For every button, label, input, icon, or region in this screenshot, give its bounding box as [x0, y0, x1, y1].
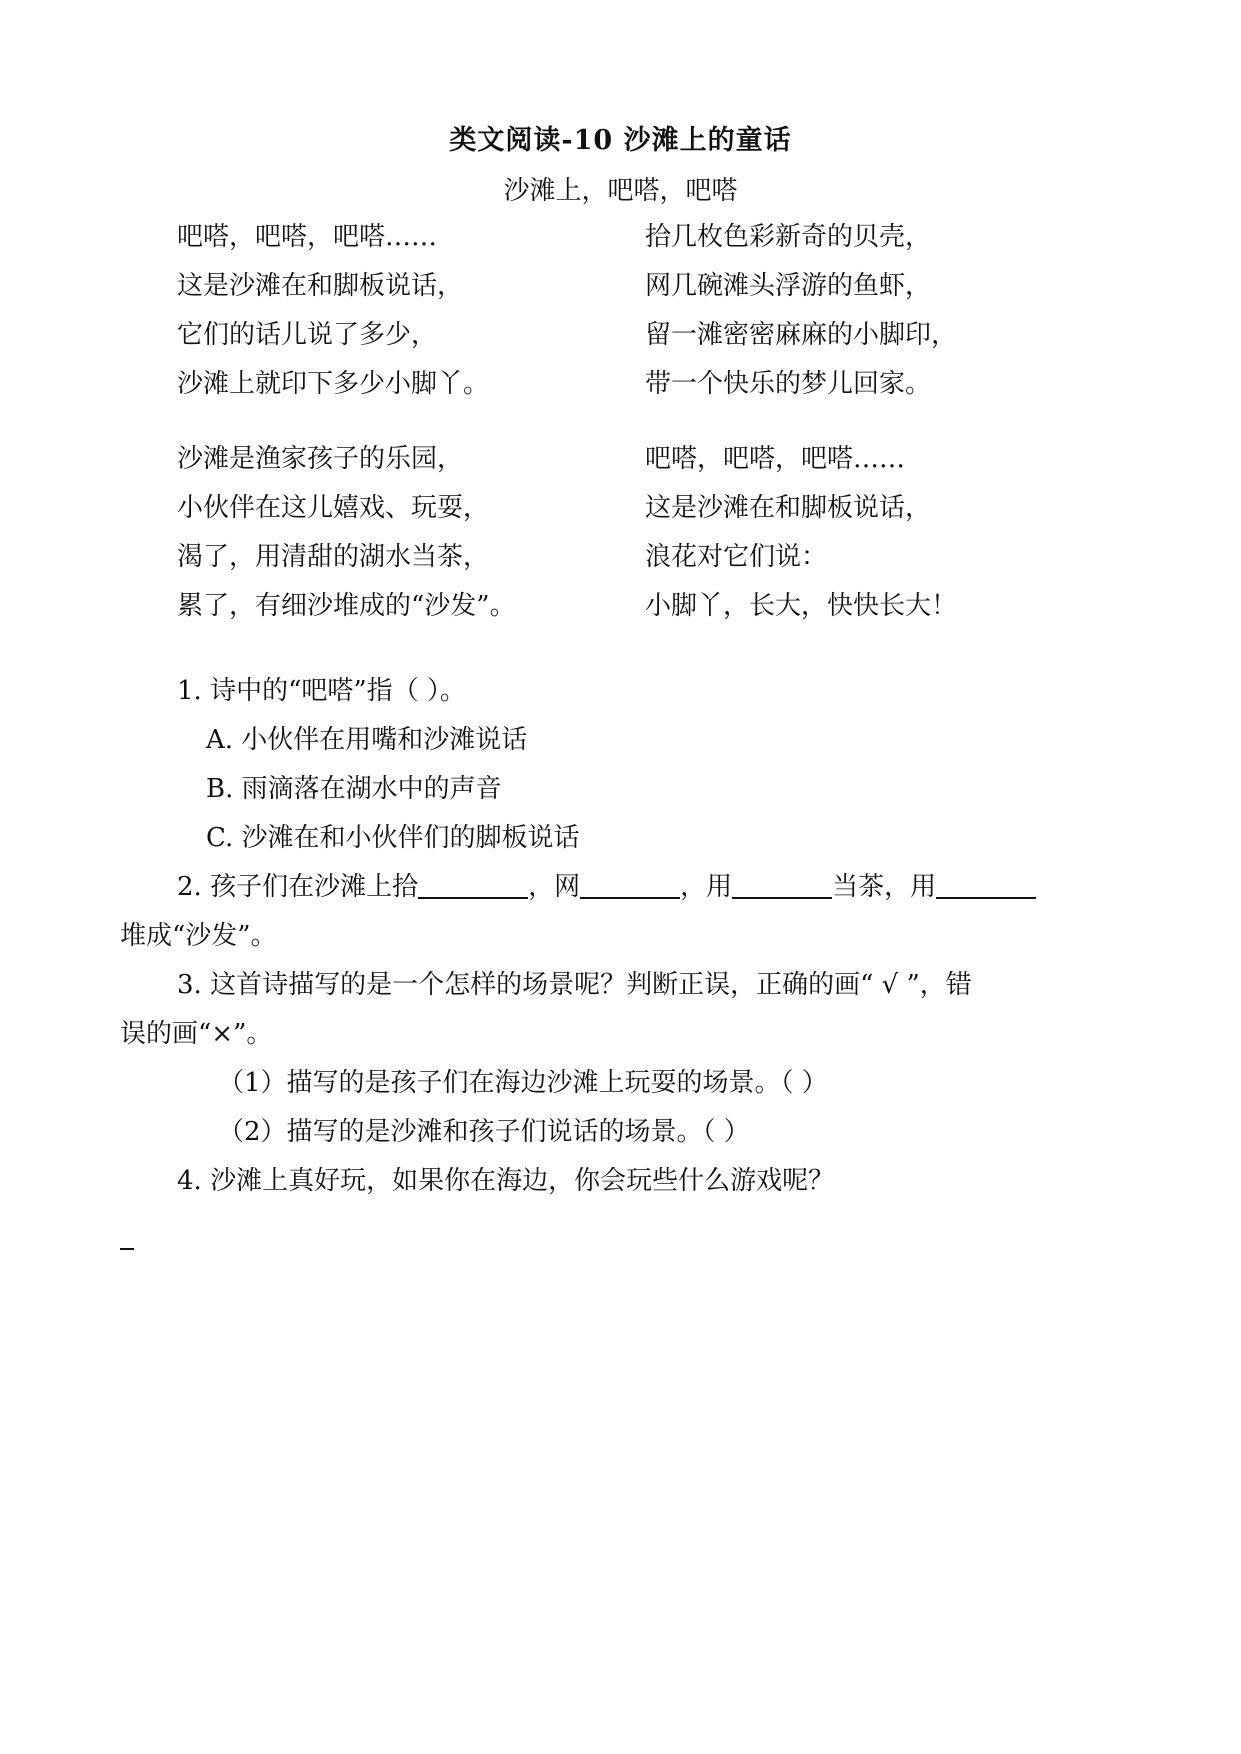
page-title: 类文阅读-10 沙滩上的童话: [449, 125, 792, 156]
poem-stanza-3: [177, 435, 516, 631]
poem-line: 小脚丫，长大，快快长大！: [645, 591, 958, 621]
question-2-text: 2. 孩子们在沙滩上拾: [177, 872, 419, 902]
poem-stanza-4: [645, 435, 957, 631]
answer-blank[interactable]: [936, 873, 1036, 899]
poem-line: 累了，有细沙堆成的“沙发”。: [177, 591, 516, 621]
poem-stanza-2: [645, 213, 957, 409]
answer-blank[interactable]: [580, 873, 680, 899]
question-1-option-c: C. 沙滩在和小伙伴们的脚板说话: [206, 823, 580, 853]
question-4-stem: 4. 沙滩上真好玩，如果你在海边，你会玩些什么游戏呢？: [177, 1166, 835, 1196]
question-3-stem-continuation: 误的画“×”。: [120, 1019, 273, 1049]
poem-line: 拾几枚色彩新奇的贝壳，: [645, 222, 932, 252]
poem-line: 沙滩是渔家孩子的乐园，: [177, 444, 464, 474]
poem-line: 吧嗒，吧嗒，吧嗒……: [645, 444, 906, 474]
question-2-line: [177, 866, 1036, 903]
question-1-option-a: A. 小伙伴在用嘴和沙滩说话: [206, 725, 528, 755]
question-2-text: ，用: [680, 872, 733, 902]
poem-line: 这是沙滩在和脚板说话，: [177, 271, 464, 301]
poem-line: 这是沙滩在和脚板说话，: [645, 493, 932, 523]
poem-line: 网几碗滩头浮游的鱼虾，: [645, 271, 932, 301]
question-2-continuation: 堆成“沙发”。: [120, 921, 277, 951]
poem-line: 吧嗒，吧嗒，吧嗒……: [177, 222, 438, 252]
poem-title: 沙滩上，吧嗒，吧嗒: [503, 176, 738, 206]
question-1-option-b: B. 雨滴落在湖水中的声音: [206, 774, 502, 804]
poem-line: 小伙伴在这儿嬉戏、玩耍，: [177, 493, 490, 523]
poem-line: 沙滩上就印下多少小脚丫。: [177, 369, 490, 399]
question-3-item-1: （1）描写的是孩子们在海边沙滩上玩耍的场景。（ ）: [218, 1068, 828, 1098]
poem-line: 它们的话儿说了多少，: [177, 320, 438, 350]
poem-line: 带一个快乐的梦儿回家。: [645, 369, 932, 399]
question-2-text: 当茶，用: [832, 872, 937, 902]
question-3-item-2: （2）描写的是沙滩和孩子们说话的场景。（ ）: [218, 1117, 750, 1147]
poem-line: 留一滩密密麻麻的小脚印，: [645, 320, 958, 350]
poem-stanza-1: [177, 213, 489, 409]
answer-line-mark: [120, 1248, 134, 1250]
answer-blank[interactable]: [732, 873, 832, 899]
question-2-text: ，网: [528, 872, 581, 902]
question-1-stem: 1. 诗中的“吧嗒”指（ ）。: [177, 676, 466, 706]
poem-line: 浪花对它们说：: [645, 542, 828, 572]
poem-line: 渴了，用清甜的湖水当茶，: [177, 542, 490, 572]
answer-blank[interactable]: [418, 873, 528, 899]
question-3-stem: 3. 这首诗描写的是一个怎样的场景呢？判断正误，正确的画“ √ ”，错: [177, 970, 972, 1000]
